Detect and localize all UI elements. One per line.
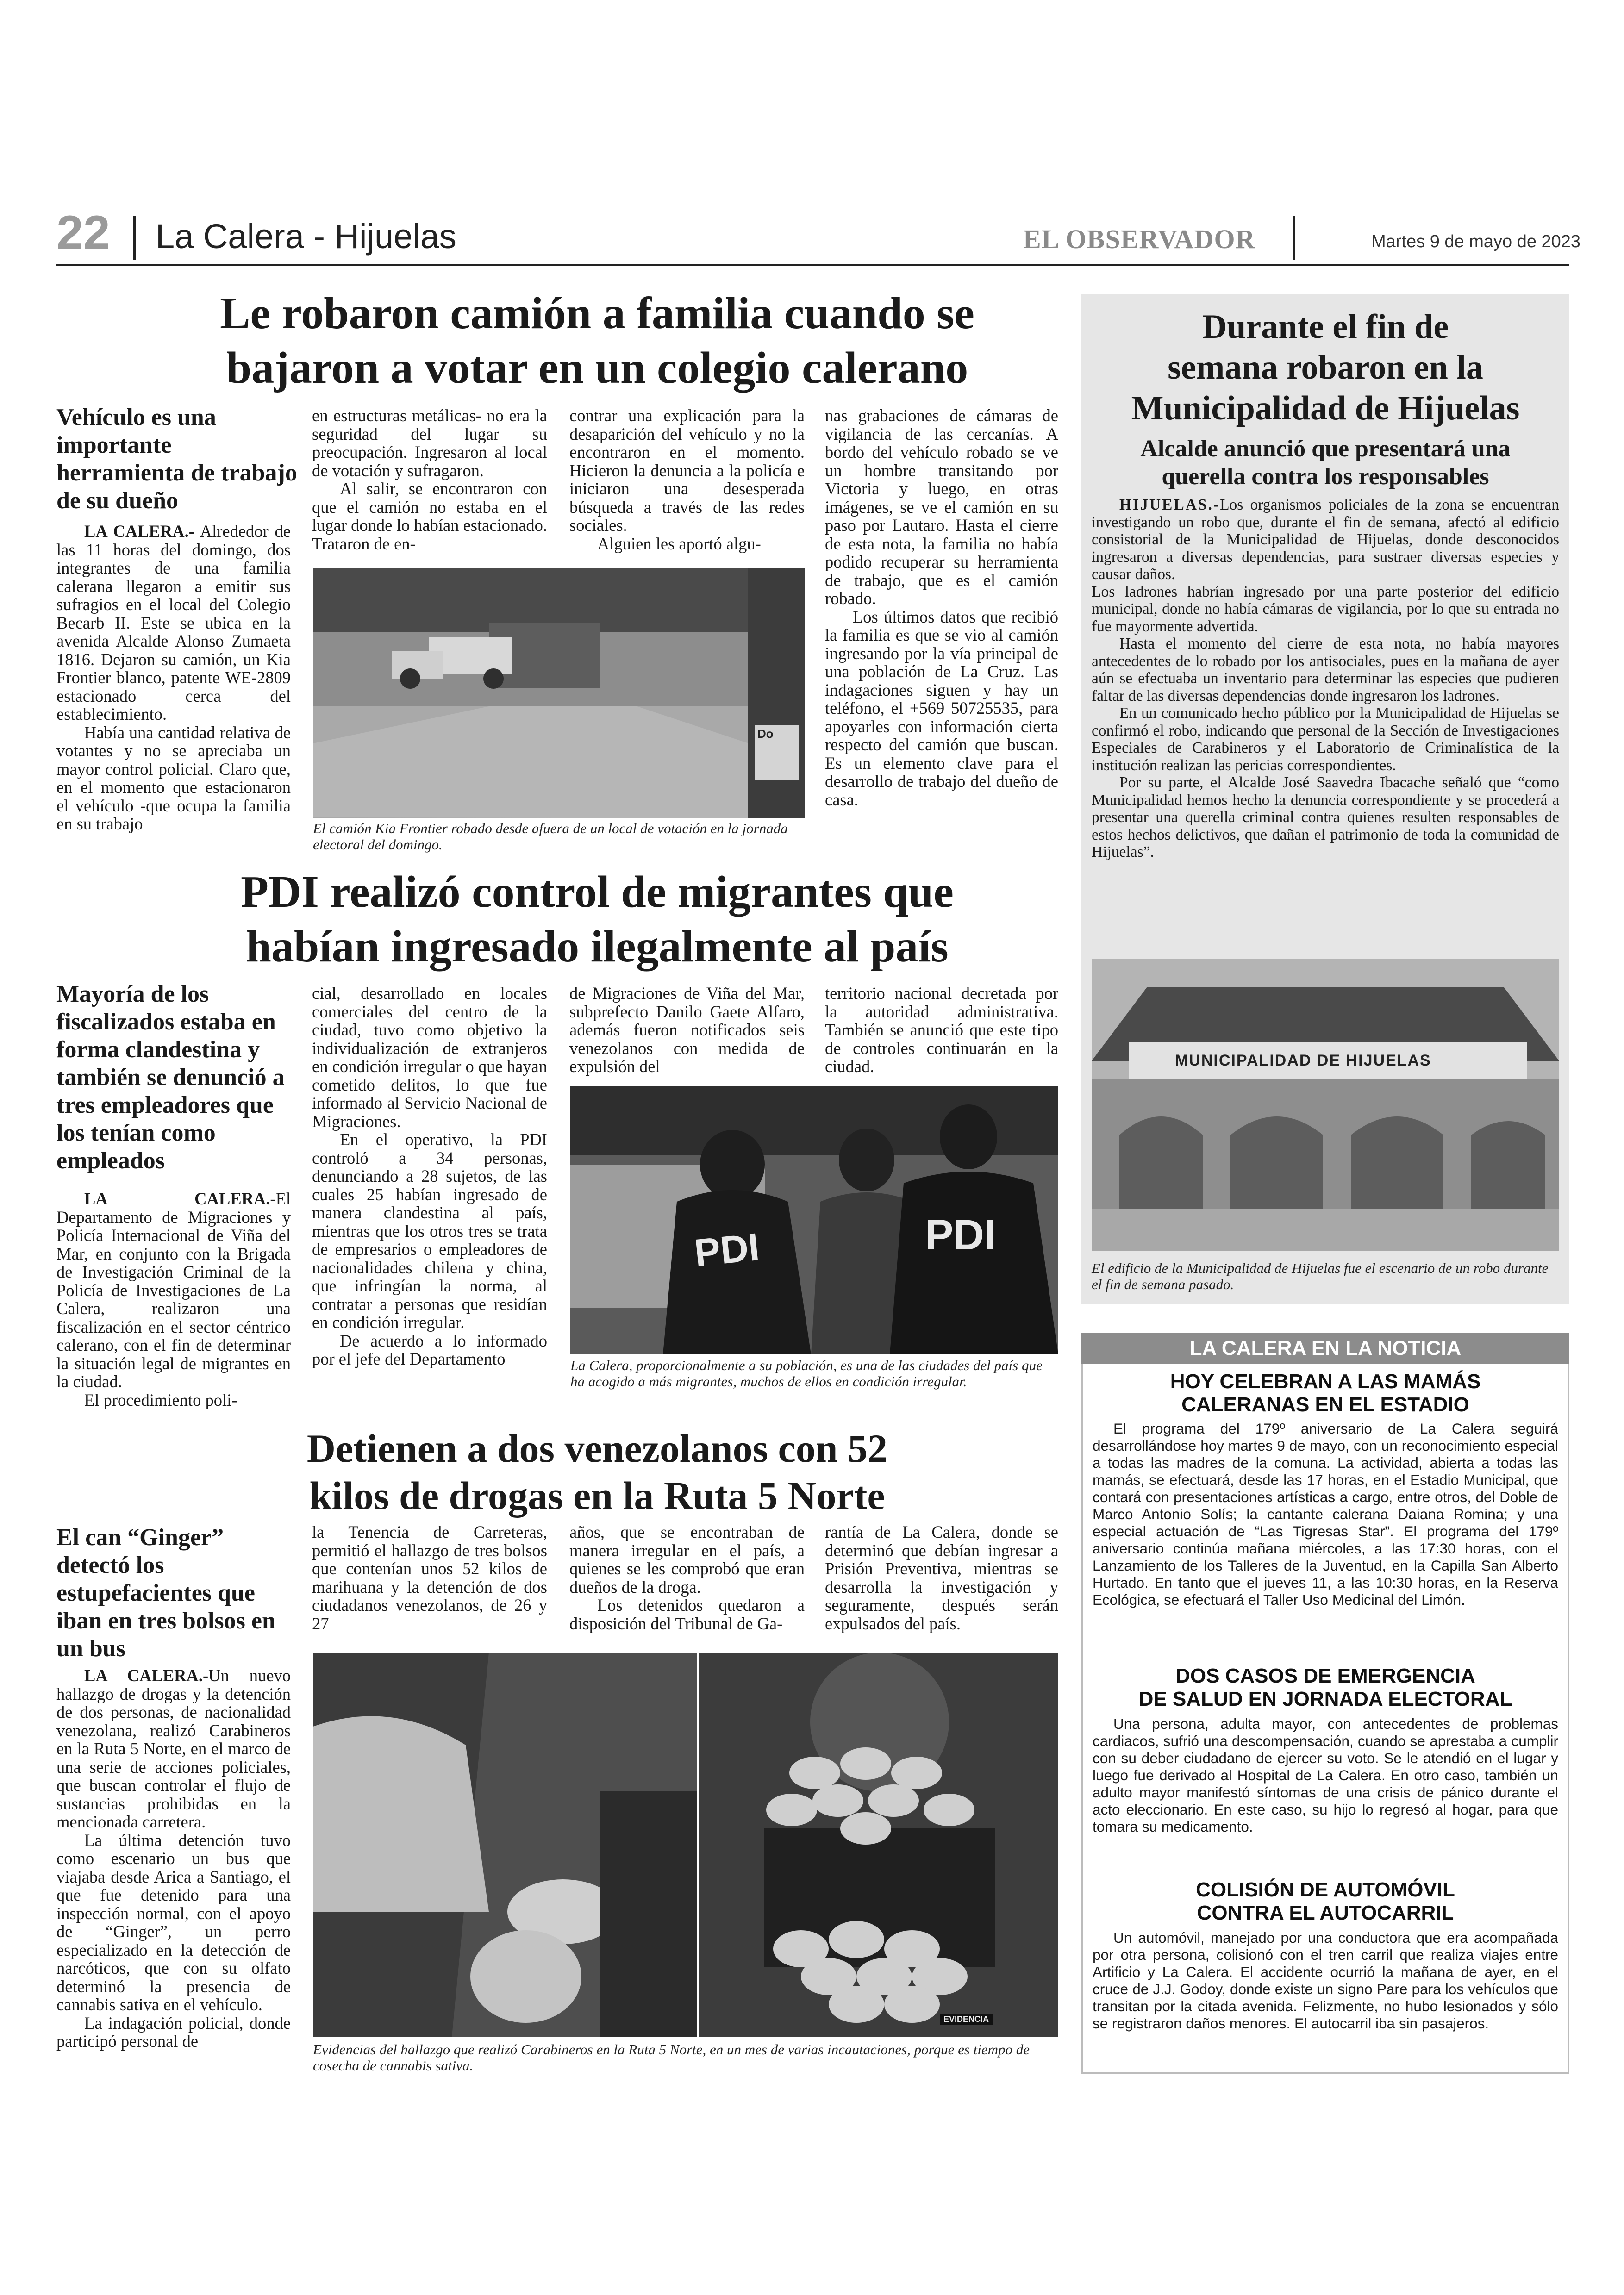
- article2-col4: territorio nacional decretada por la autoridad administrativa. También se anunció que este tipo de controles continuarán en la ciudad.: [825, 984, 1058, 1076]
- article2-headline: PDI realizó control de migrantes que habían ingresado ilegalmente al país: [241, 867, 954, 972]
- drug-evidence-image: [699, 1653, 1058, 2037]
- header-divider-1: [133, 216, 136, 260]
- article2-col3: de Migraciones de Viña del Mar, subprefecto Danilo Gaete Alfaro, además fueron notificados seis venezolanos con medida de expulsión del: [569, 984, 805, 1076]
- article2-col1: LA CALERA.-El Departamento de Migraciones y Policía Internacional de Viña del Mar, en conjunto con la Brigada de Investigación Criminal de la Policía de Investigaciones de La Calera, realizaron una fiscalización en el sector céntrico calerano, con el fin de determinar la situación legal de migrantes en la ciudad. El procedimiento poli-: [56, 1189, 291, 1409]
- section-name: La Calera - Hijuelas: [156, 217, 456, 256]
- article2-col2: cial, desarrollado en locales comerciales del centro de la ciudad, tuvo como objetivo la individualización de extranjeros en condición irregular o que hayan cometido delitos, lo que fue informado al Servicio Nacional de Migraciones. En el operativo, la PDI controló a 34 personas, denunciando a 28 sujetos, de las cuales 25 habían ingresado de manera clandestina al país, mientras que los otros tres se trata de empresarios o empleadores de nacionalidades chilena y china, que infringían la norma, al contratar a personas que residían en condición irregular. De acuerdo a lo informado por el jefe del Departamento: [312, 984, 547, 1368]
- cctv-date-label: Do: [757, 727, 774, 741]
- sidebar-item3-title: COLISIÓN DE AUTOMÓVIL CONTRA EL AUTOCARRIL: [1196, 1878, 1455, 1924]
- article3-col4: rantía de La Calera, donde se determinó que debían ingresar a Prisión Preventiva, mientras se desarrolla la investigación y seguramente, después serán expulsados del país.: [825, 1522, 1058, 1633]
- sidebar-item2-title: DOS CASOS DE EMERGENCIA DE SALUD EN JORNADA ELECTORAL: [1138, 1665, 1512, 1710]
- pdi-officers-caption: La Calera, proporcionalmente a su población, es una de las ciudades del país que ha acogido a más migrantes, muchos de ellos en condición irregular.: [570, 1357, 1043, 1390]
- pdi-officers-photo: [570, 1086, 1058, 1354]
- sidebar-item2-text: Una persona, adulta mayor, con antecedentes de problemas cardiacos, sufrió una descompensación, cuando se aprestaba a cumplir con su deber ciudadano de ejercer su voto. Se le atendió en el lugar y luego fue derivado al Hospital de La Calera. En otro caso, también un adulto mayor manifestó síntomas de una crisis de pánico durante el acto eleccionario. En este caso, su hijo lo regresó al hogar, para que tomara su medicamento.: [1093, 1715, 1558, 1835]
- municipality-caption: El edificio de la Municipalidad de Hijuelas fue el escenario de un robo durante el fin de semana pasado.: [1092, 1260, 1549, 1292]
- page-number: 22: [56, 206, 110, 260]
- article3-headline: Detienen a dos venezolanos con 52 kilos de drogas en la Ruta 5 Norte: [306, 1426, 888, 1518]
- article4-body: HIJUELAS.-Los organismos policiales de la zona se encuentran investigando un robo que, durante el fin de semana, afectó al edificio consistorial de la Municipalidad de Hijuelas, donde desconocidos ingresaron a diversas dependencias, para sustraer diversas especies y causar daños. Los ladrones habrían ingresado por una parte posterior del edificio municipal, donde no había cámaras de vigilancia, por lo que su entrada no fue mayormente advertida. Hasta el momento del cierre de esta nota, no había mayores antecedentes de lo robado por los antisociales, pues en la mañana de ayer aún se efectuaba un inventario para determinar las especies que pudieren faltar de las diversas dependencias donde ingresaron los ladrones. En un comunicado hecho público por la Municipalidad de Hijuelas se confirmó el robo, indicando que personal de la Sección de Investigaciones Especiales de Carabineros y el Laboratorio de Criminalística de la institución realizan las pericias correspondientes. Por su parte, el Alcalde José Saavedra Ibacache señaló que “como Municipalidad hemos hecho la denuncia correspondiente y se procederá a presentar una querella criminal contra quienes resulten responsables de estos hechos delictivos, que dañan el patrimonio de toda la comunidad de Hijuelas”.: [1092, 496, 1559, 861]
- article4-headline: Durante el fin de semana robaron en la Municipalidad de Hijuelas: [1131, 308, 1520, 427]
- sidebar-banner: LA CALERA EN LA NOTICIA: [1081, 1333, 1569, 1364]
- article1-col2: en estructuras metálicas- no era la seguridad del lugar su preocupación. Ingresaron al local de votación y sufragaron. Al salir, se encontraron con que el camión no estaba en el lugar donde lo habían estacionado. Trataron de en-: [312, 406, 547, 553]
- article1-col1: LA CALERA.- Alrededor de las 11 horas del domingo, dos integrantes de una familia calerana llegaron a emitir sus sufragios en el local del Colegio Becarb II. Este se ubica en la avenida Alcalde Alonso Zumaeta 1816. Dejaron su camión, un Kia Frontier blanco, patente WE-2809 estacionado cerca del establecimiento. Había una cantidad relativa de votantes y no se apreciaba un mayor control policial. Claro que, en el momento que estacionaron el vehículo -que ocupa la familia en su trabajo: [56, 522, 291, 833]
- dog-search-photo: [313, 1653, 697, 2037]
- municipality-building-image: [1092, 959, 1559, 1251]
- article4-subhead: Alcalde anunció que presentará una querella contra los responsables: [1140, 436, 1511, 490]
- article1-deck: Vehículo es una importante herramienta de trabajo de su dueño: [56, 404, 297, 514]
- newspaper-name: EL OBSERVADOR: [1023, 224, 1255, 254]
- stolen-truck-photo: [313, 568, 805, 818]
- issue-date: Martes 9 de mayo de 2023: [1371, 232, 1581, 251]
- article3-col2: la Tenencia de Carreteras, permitió el hallazgo de tres bolsos que contenían unos 52 kilos de marihuana y la detención de dos ciudadanos venezolanos, de 26 y 27: [312, 1522, 547, 1633]
- header-rule: [56, 264, 1569, 266]
- municipality-sign: MUNICIPALIDAD DE HIJUELAS: [1175, 1052, 1431, 1069]
- drug-evidence-caption: Evidencias del hallazgo que realizó Carabineros en la Ruta 5 Norte, en un mes de varias incautaciones, porque es tiempo de cosecha de cannabis sativa.: [313, 2041, 1030, 2074]
- sidebar-item3-text: Un automóvil, manejado por una conductora que era acompañada por otra persona, colisionó con el tren carril que realiza viajes entre Artificio y La Calera. El accidente ocurrió la mañana de ayer, en el cruce de J.J. Godoy, donde existe un signo Pare para los vehículos que transitan por la citada avenida. Felizmente, no hubo lesionados y sólo se registraron daños menores. El autocarril iba sin pasajeros.: [1093, 1929, 1558, 2032]
- article1-col3: contrar una explicación para la desaparición del vehículo y no la encontraron en el momento. Hicieron la denuncia a la policía e iniciaron una desesperada búsqueda a través de las redes sociales. Alguien les aportó algu-: [569, 406, 805, 553]
- drug-evidence-photo: [699, 1653, 1058, 2037]
- article1-col4: nas grabaciones de cámaras de vigilancia de las cercanías. A bordo del vehículo robado se ve un hombre transitando por Victoria y luego, en otras imágenes, se ve el camión en su paso por Lautaro. Hasta el cierre de esta nota, la familia no había podido recuperar su herramienta de trabajo, que es el camión robado. Los últimos datos que recibió la familia es que se vio al camión ingresando por la vía principal de una población de La Cruz. Las indagaciones siguen y hay un teléfono, el +569 50725535, para apoyarles con información cierta respecto del camión que buscan. Es un elemento clave para el desarrollo de trabajo del dueño de casa.: [825, 406, 1058, 809]
- sidebar-item1-title: HOY CELEBRAN A LAS MAMÁS CALERANAS EN EL ESTADIO: [1170, 1370, 1481, 1416]
- article1-headline: Le robaron camión a familia cuando se bajaron a votar en un colegio calerano: [220, 288, 974, 393]
- pdi-vest-label-1: PDI: [692, 1224, 762, 1275]
- cctv-scene-image: [313, 568, 805, 818]
- article3-col3: años, que se encontraban de manera irregular en el país, a quienes se les comprobó que eran dueños de la droga. Los detenidos quedaron a disposición del Tribunal de Ga-: [569, 1522, 805, 1633]
- municipality-photo: [1092, 959, 1559, 1251]
- pdi-vest-label-2: PDI: [925, 1211, 996, 1259]
- article3-deck: El can “Ginger” detectó los estupefacientes que iban en tres bolsos en un bus: [56, 1524, 275, 1662]
- dog-search-image: [313, 1653, 697, 2037]
- article3-col1: LA CALERA.-Un nuevo hallazgo de drogas y la detención de dos personas, de nacionalidad venezolana, realizó Carabineros en la Ruta 5 Norte, en el marco de una serie de acciones policiales, que buscan controlar el flujo de sustancias prohibidas en la mencionada carretera. La última detención tuvo como escenario un bus que viajaba desde Arica a Santiago, el que fue detenido para una inspección normal, con el apoyo de “Ginger”, un perro especializado en la detección de narcóticos, que con su olfato determinó la presencia de cannabis sativa en el vehículo. La indagación policial, donde participó personal de: [56, 1666, 291, 2051]
- evidence-badge: EVIDENCIA: [940, 2014, 993, 2025]
- sidebar-item1-text: El programa del 179º aniversario de La Calera seguirá desarrollándose hoy martes 9 de mayo, con un reconocimiento especial a todas las madres de la comuna. La actividad, abierta a todas las mamás, se efectuará, desde las 17 horas, en el Estadio Municipal, que contará con presentaciones artísticas a cargo, entre otros, del Doble de Marco Antonio Solís; la cantante calerana Daiana Romina; y una especial actuación de “Las Tigresas Star”. El programa del 179º aniversario continúa mañana miércoles, a las 17:30 horas, con el Lanzamiento de los Talleres de la Juventud, en la Capilla San Alberto Hurtado. En tanto que el jueves 11, a las 10:30 horas, en la Reserva Ecológica, se efectuará el Taller Uso Medicinal del Limón.: [1093, 1420, 1558, 1608]
- article2-deck: Mayoría de los fiscalizados estaba en forma clandestina y también se denunció a tres empleadores que los tenían como empleados: [56, 981, 285, 1174]
- header-divider-2: [1293, 216, 1295, 260]
- stolen-truck-caption: El camión Kia Frontier robado desde afuera de un local de votación en la jornada electoral del domingo.: [313, 820, 788, 853]
